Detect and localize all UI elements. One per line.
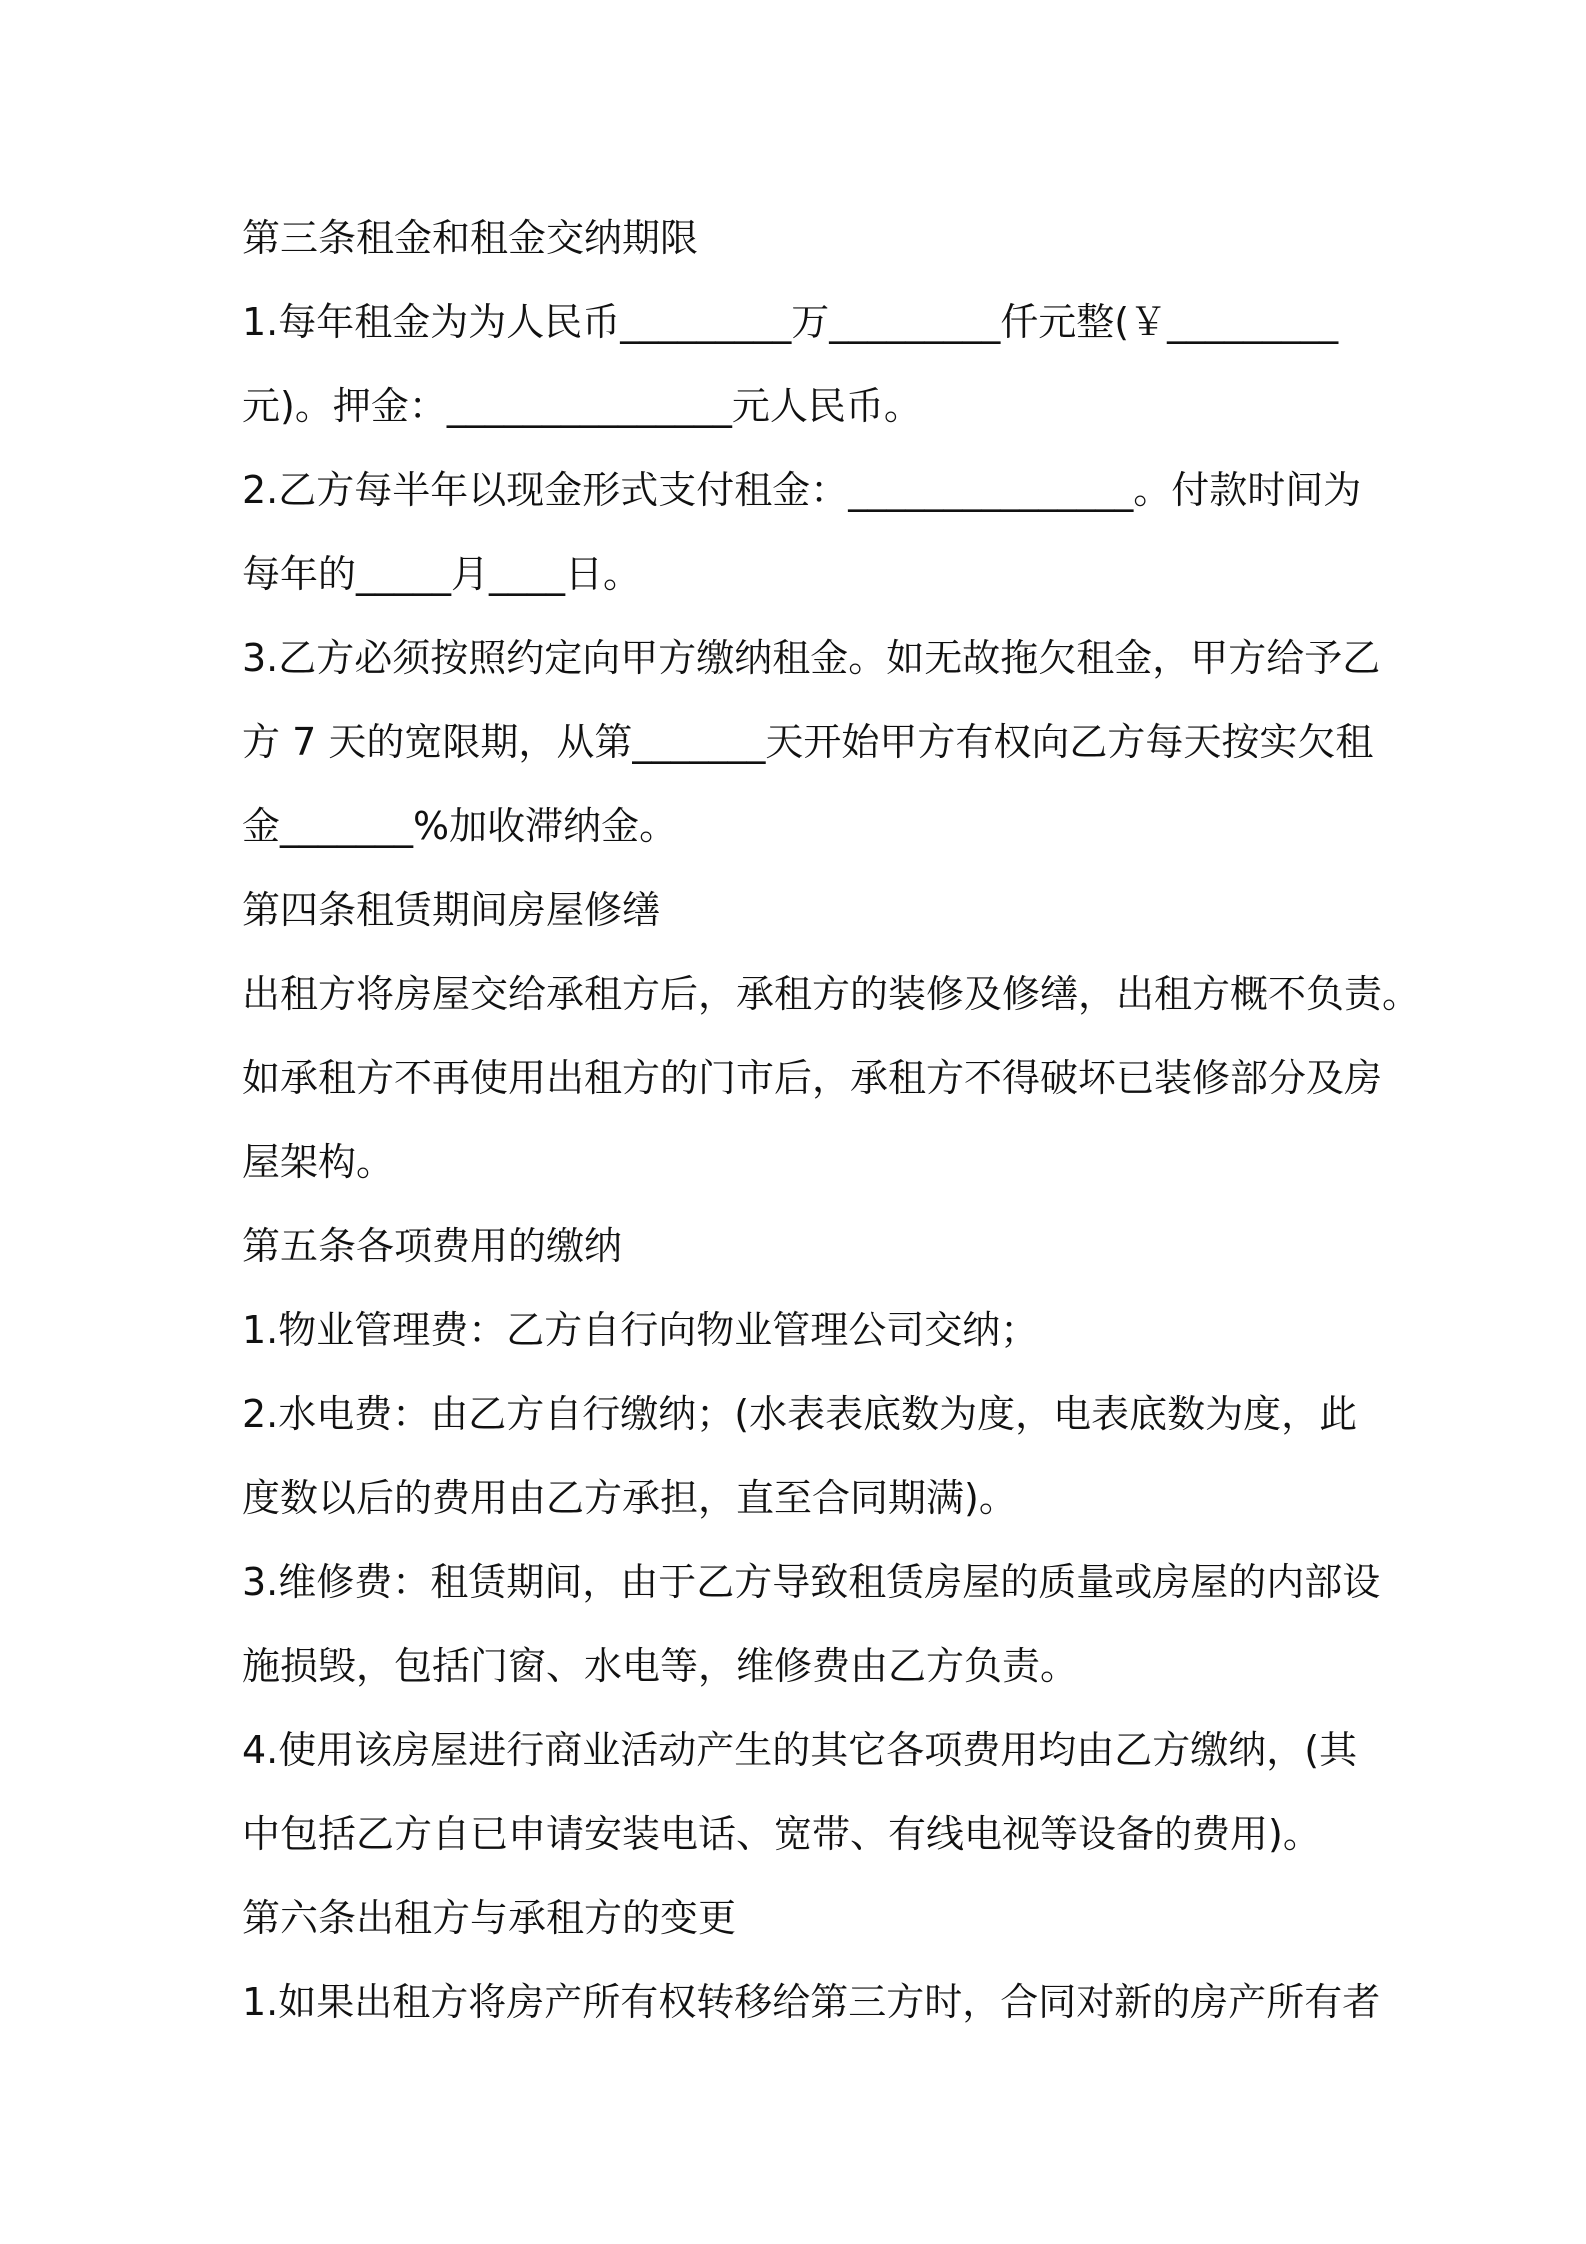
paragraph-line: 度数以后的费用由乙方承担，直至合同期满)。 [242,1476,1017,1520]
paragraph-line: 金_______%加收滞纳金。 [242,804,678,848]
section-heading-article-5: 第五条各项费用的缴纳 [242,1224,623,1268]
paragraph-line: 每年的_____月____日。 [242,552,642,596]
paragraph-line: 方 7 天的宽限期，从第_______天开始甲方有权向乙方每天按实欠租 [242,720,1374,764]
paragraph-line: 施损毁，包括门窗、水电等，维修费由乙方负责。 [242,1644,1079,1688]
paragraph-line: 3.维修费：租赁期间，由于乙方导致租赁房屋的质量或房屋的内部设 [242,1560,1381,1604]
paragraph-line: 3.乙方必须按照约定向甲方缴纳租金。如无故拖欠租金，甲方给予乙 [242,636,1381,680]
paragraph-line: 屋架构。 [242,1140,395,1184]
paragraph-line: 1.物业管理费：乙方自行向物业管理公司交纳； [242,1308,1039,1352]
paragraph-line: 2.水电费：由乙方自行缴纳；(水表表底数为度，电表底数为度，此 [242,1392,1358,1436]
section-heading-article-6: 第六条出租方与承租方的变更 [242,1896,737,1940]
paragraph-line: 2.乙方每半年以现金形式支付租金：_______________。付款时间为 [242,468,1362,512]
paragraph-line: 4.使用该房屋进行商业活动产生的其它各项费用均由乙方缴纳，(其 [242,1728,1358,1772]
paragraph-line: 出租方将房屋交给承租方后，承租方的装修及修缮，出租方概不负责。 [242,972,1421,1016]
paragraph-line: 如承租方不再使用出租方的门市后，承租方不得破坏已装修部分及房 [242,1056,1383,1100]
paragraph-line: 1.每年租金为为人民币_________万_________仟元整(￥_________ [242,300,1339,344]
paragraph-line: 1.如果出租方将房产所有权转移给第三方时，合同对新的房产所有者 [242,1980,1381,2024]
document-body [242,196,1421,2044]
paragraph-line: 中包括乙方自已申请安装电话、宽带、有线电视等设备的费用)。 [242,1812,1321,1856]
section-heading-article-3: 第三条租金和租金交纳期限 [242,216,699,260]
paragraph-line: 元)。押金：_______________元人民币。 [242,384,922,428]
section-heading-article-4: 第四条租赁期间房屋修缮 [242,888,661,932]
